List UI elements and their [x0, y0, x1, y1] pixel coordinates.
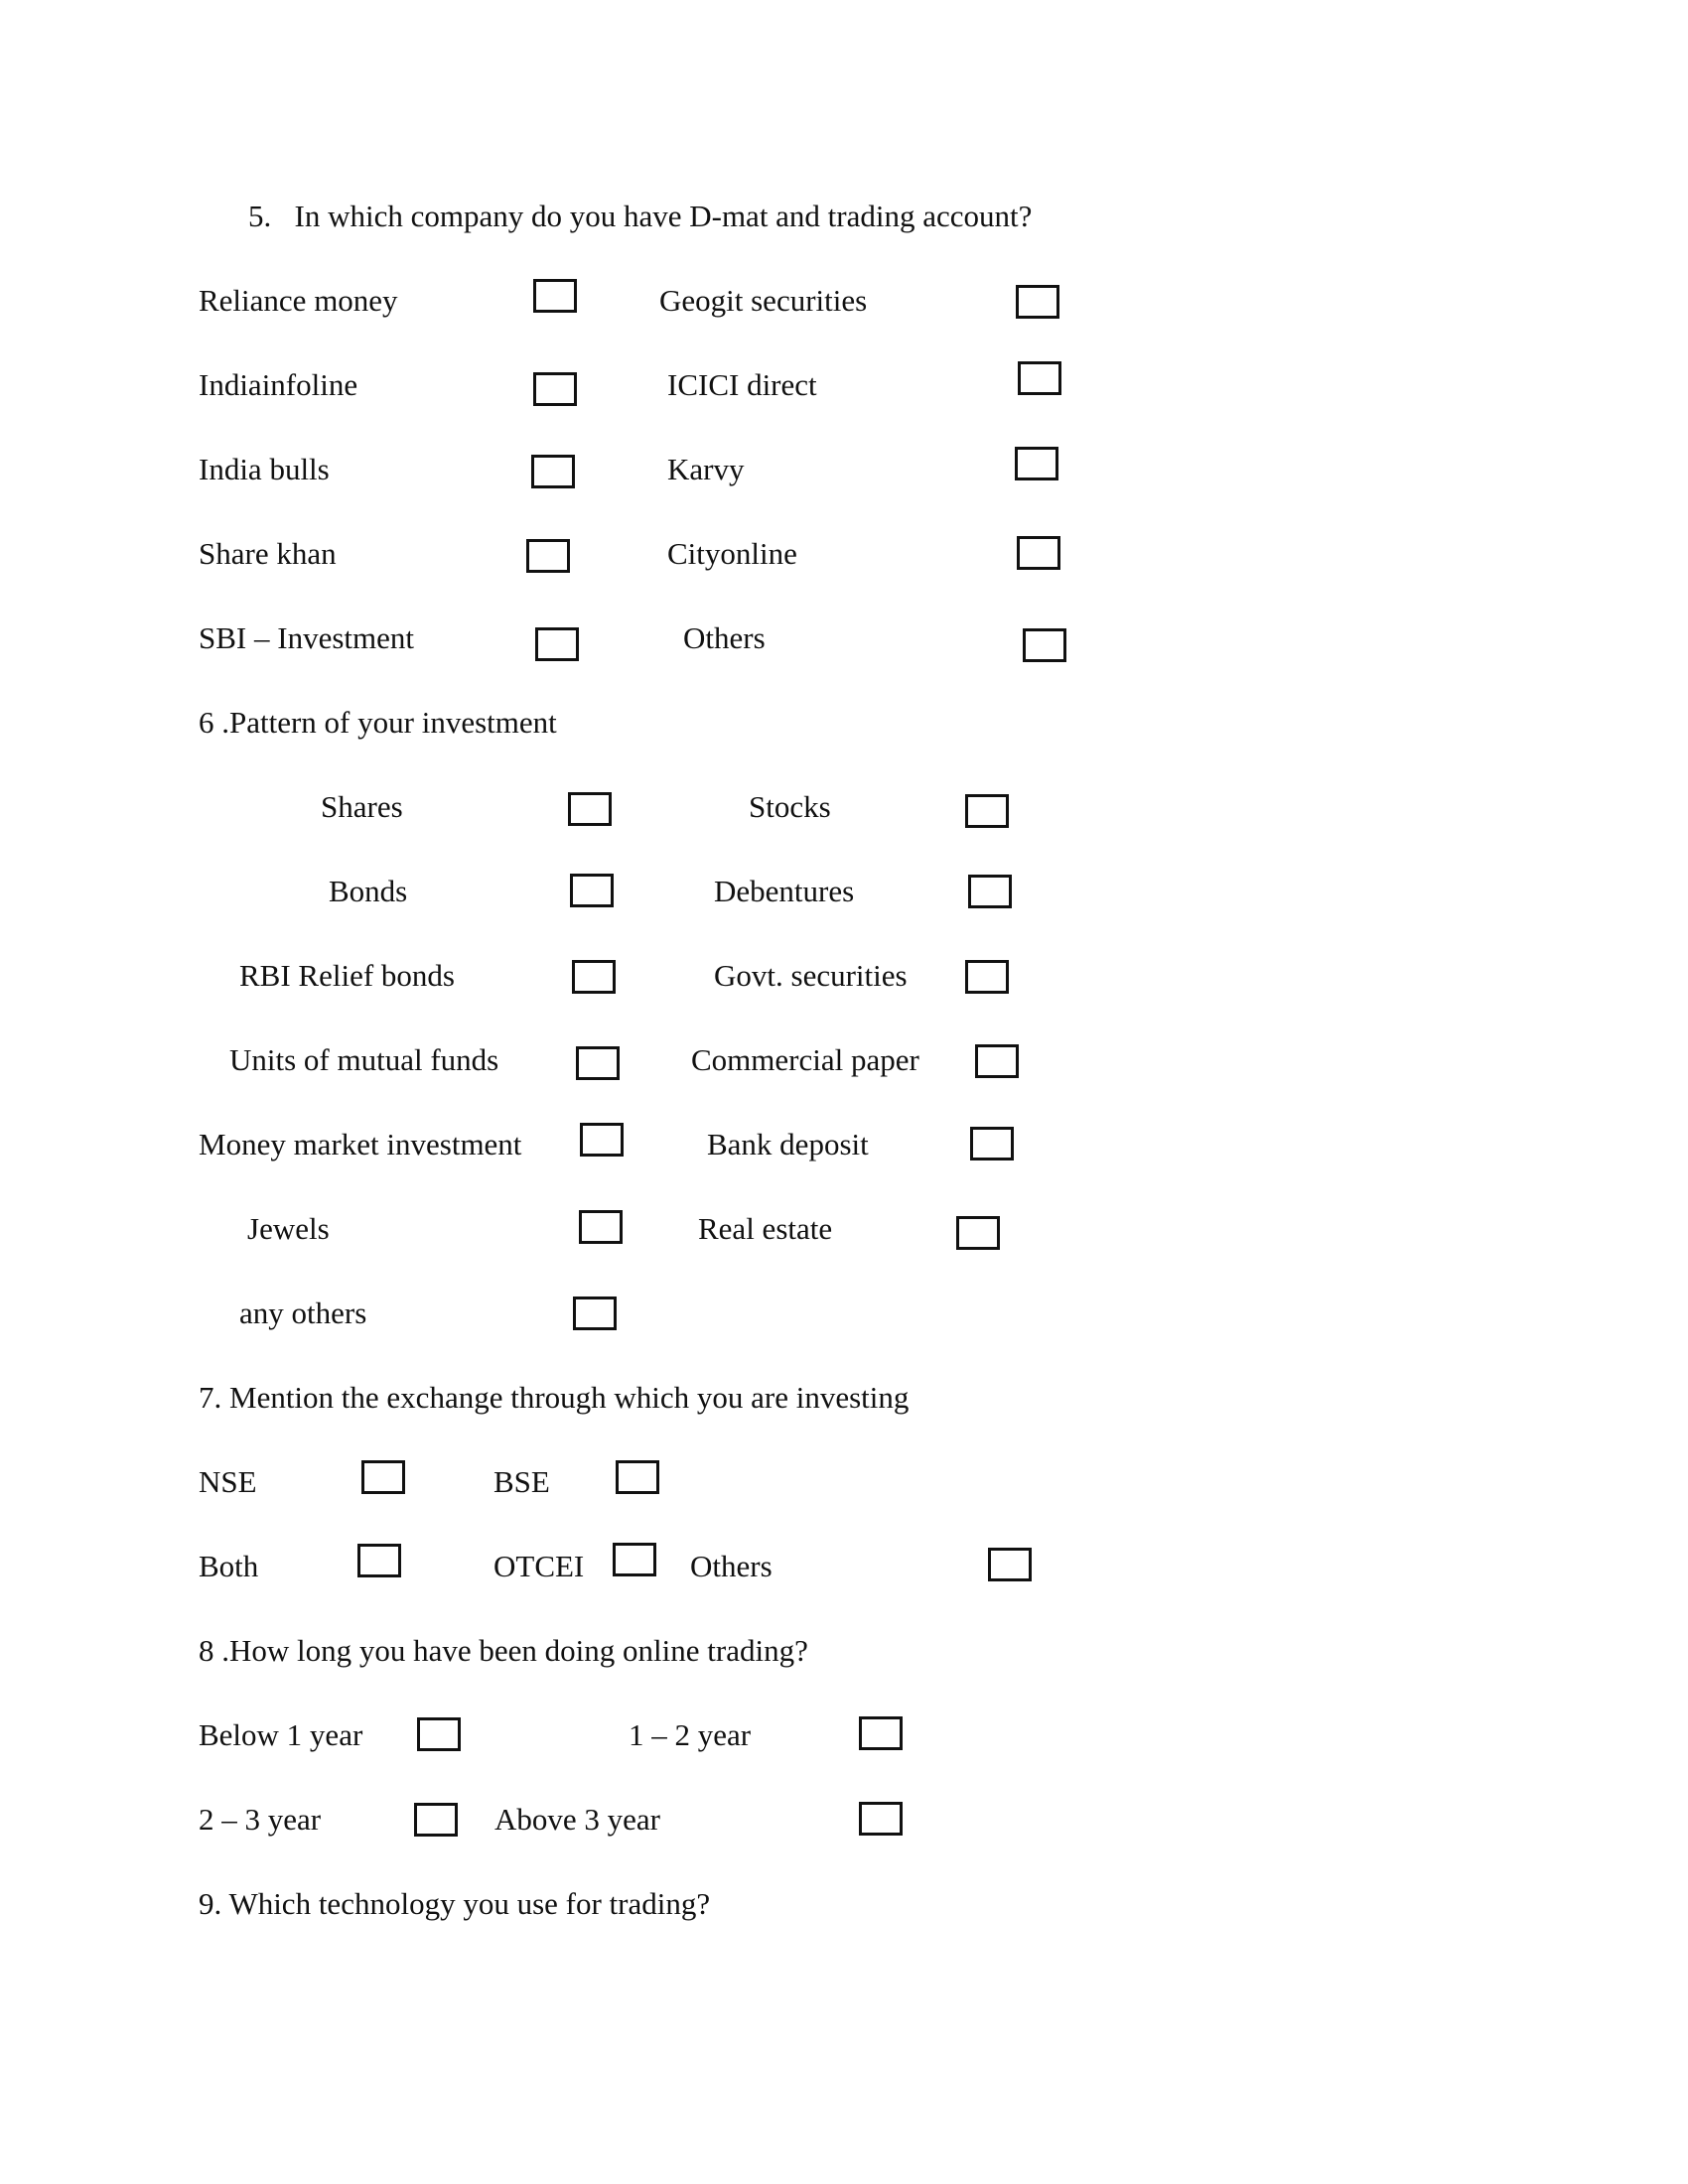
- checkbox[interactable]: [965, 794, 1009, 828]
- option-label: BSE: [493, 1464, 550, 1499]
- option-label: Others: [683, 620, 766, 655]
- option-label: Bonds: [329, 874, 408, 908]
- option-label: India bulls: [199, 452, 330, 486]
- option-label: Others: [690, 1549, 773, 1583]
- option-label: Govt. securities: [714, 958, 908, 993]
- option-label: Money market investment: [199, 1127, 522, 1161]
- option-label: Geogit securities: [659, 283, 868, 318]
- checkbox[interactable]: [1016, 285, 1059, 319]
- checkbox[interactable]: [580, 1123, 624, 1157]
- checkbox[interactable]: [988, 1548, 1032, 1581]
- checkbox[interactable]: [361, 1460, 405, 1494]
- checkbox[interactable]: [859, 1716, 903, 1750]
- option-label: Above 3 year: [494, 1802, 660, 1837]
- option-label: Both: [199, 1549, 259, 1583]
- option-label: Below 1 year: [199, 1717, 363, 1752]
- checkbox[interactable]: [613, 1543, 656, 1576]
- option-label: any others: [239, 1296, 367, 1330]
- checkbox[interactable]: [526, 539, 570, 573]
- checkbox[interactable]: [1023, 628, 1066, 662]
- option-label: Units of mutual funds: [229, 1042, 499, 1077]
- checkbox[interactable]: [576, 1046, 620, 1080]
- checkbox[interactable]: [531, 455, 575, 488]
- option-label: SBI – Investment: [199, 620, 414, 655]
- checkbox[interactable]: [535, 627, 579, 661]
- option-label: Cityonline: [667, 536, 797, 571]
- checkbox[interactable]: [573, 1297, 617, 1330]
- checkbox[interactable]: [568, 792, 612, 826]
- option-label: 2 – 3 year: [199, 1802, 322, 1837]
- option-label: OTCEI: [493, 1549, 585, 1583]
- option-label: 1 – 2 year: [629, 1717, 752, 1752]
- checkbox[interactable]: [357, 1544, 401, 1577]
- question-7: 7. Mention the exchange through which you are investing: [199, 1380, 910, 1415]
- option-label: Karvy: [667, 452, 745, 486]
- checkbox[interactable]: [570, 874, 614, 907]
- checkbox[interactable]: [1018, 361, 1061, 395]
- question-9: 9. Which technology you use for trading?: [199, 1886, 711, 1921]
- option-label: Real estate: [698, 1211, 833, 1246]
- option-label: Bank deposit: [707, 1127, 869, 1161]
- option-label: Share khan: [199, 536, 337, 571]
- option-label: NSE: [199, 1464, 257, 1499]
- question-5: 5. In which company do you have D-mat and trading account?: [248, 199, 1033, 233]
- option-label: Debentures: [714, 874, 855, 908]
- checkbox[interactable]: [975, 1044, 1019, 1078]
- checkbox[interactable]: [533, 372, 577, 406]
- option-label: Shares: [321, 789, 403, 824]
- checkbox[interactable]: [956, 1216, 1000, 1250]
- checkbox[interactable]: [1017, 536, 1060, 570]
- option-label: Indiainfoline: [199, 367, 358, 402]
- option-label: ICICI direct: [667, 367, 817, 402]
- checkbox[interactable]: [417, 1717, 461, 1751]
- checkbox[interactable]: [1015, 447, 1058, 480]
- checkbox[interactable]: [414, 1803, 458, 1837]
- option-label: Reliance money: [199, 283, 398, 318]
- checkbox[interactable]: [579, 1210, 623, 1244]
- question-8: 8 .How long you have been doing online trading?: [199, 1633, 808, 1668]
- option-label: RBI Relief bonds: [239, 958, 455, 993]
- checkbox[interactable]: [572, 960, 616, 994]
- option-label: Stocks: [749, 789, 831, 824]
- checkbox[interactable]: [533, 279, 577, 313]
- option-label: Commercial paper: [691, 1042, 919, 1077]
- question-6: 6 .Pattern of your investment: [199, 705, 557, 740]
- checkbox[interactable]: [859, 1802, 903, 1836]
- checkbox[interactable]: [968, 875, 1012, 908]
- checkbox[interactable]: [965, 960, 1009, 994]
- option-label: Jewels: [247, 1211, 330, 1246]
- checkbox[interactable]: [970, 1127, 1014, 1160]
- checkbox[interactable]: [616, 1460, 659, 1494]
